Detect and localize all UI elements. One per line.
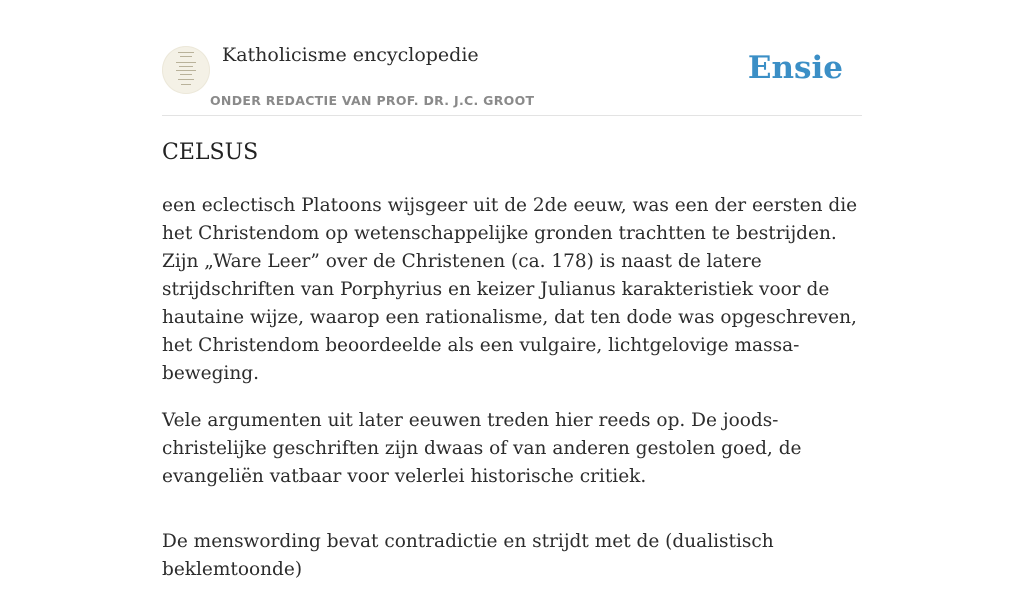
editor-subtitle: ONDER REDACTIE VAN PROF. DR. J.C. GROOT	[210, 93, 535, 108]
book-cover-thumbnail-icon[interactable]	[162, 46, 210, 94]
article-paragraph: een eclectisch Platoons wijsgeer uit de 2de eeuw, was een der eersten die het Christendom op wetenschappelijke gronden trachtten te bestrijden. Zijn „Ware Leer” over de Christenen (ca. 178) is naast de latere strijdschriften van Porphyrius en keizer Julianus karakteristiek voor de hautaine wijze, waarop een rationalisme, dat ten dode was opgeschreven, het Christendom beoordeelde als een vulgaire, lichtgelovige massa-beweging.	[162, 195, 858, 384]
article-headword: CELSUS	[162, 140, 259, 165]
article-body	[162, 192, 862, 603]
article-paragraph: Vele argumenten uit later eeuwen treden hier reeds op. De joods-christelijke geschriften zijn dwaas of van anderen gestolen goed, de evangeliën vatbaar voor velerlei historische critiek.	[162, 410, 802, 487]
page	[162, 0, 862, 580]
site-title[interactable]: Katholicisme encyclopedie	[222, 44, 479, 66]
site-header	[162, 0, 862, 116]
ensie-brand-link[interactable]: Ensie	[747, 50, 843, 86]
article-paragraph: De menswording bevat contradictie en strijdt met de (dualistisch beklemtoonde)	[162, 531, 774, 580]
